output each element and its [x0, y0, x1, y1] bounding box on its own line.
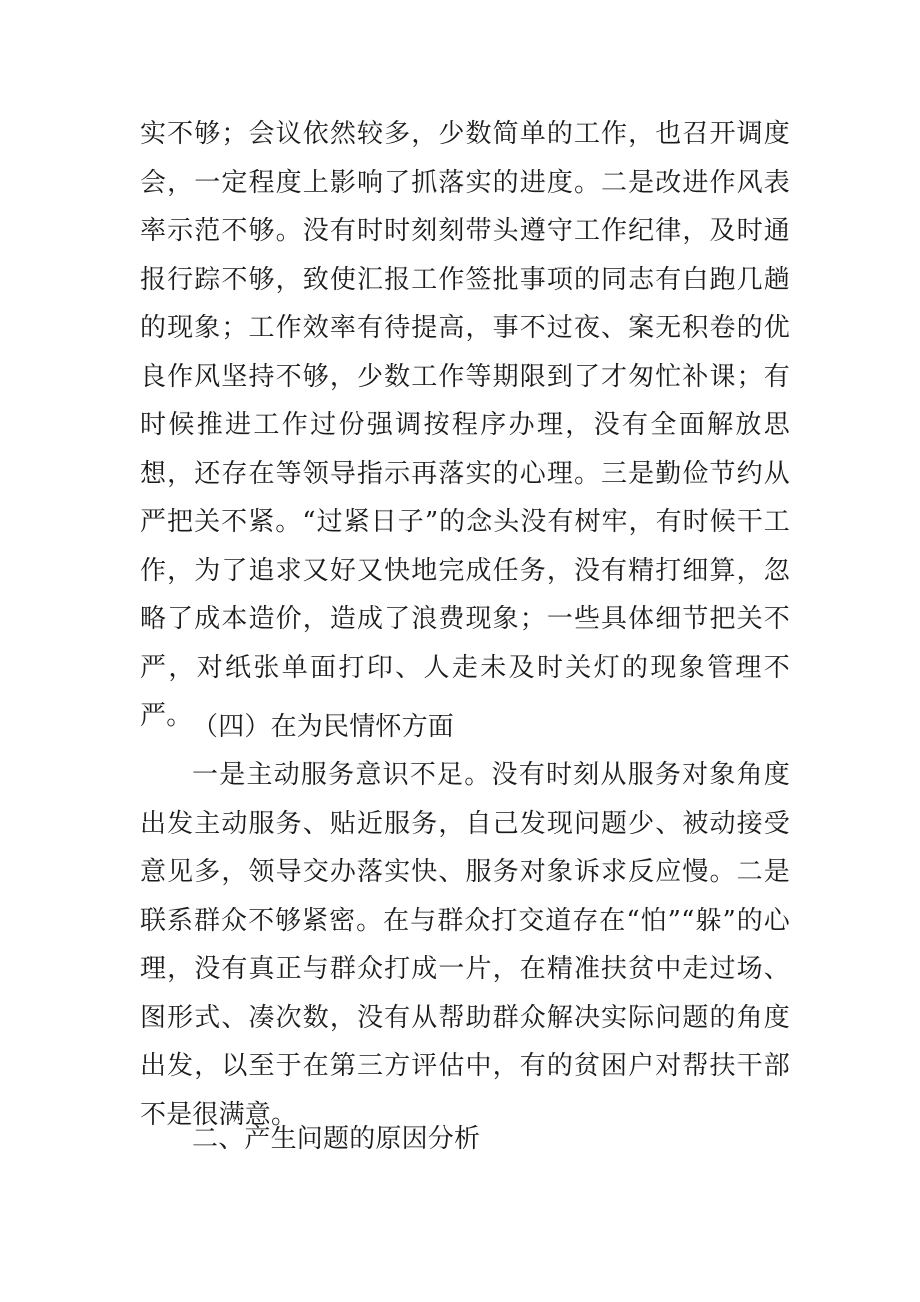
body-paragraph-style-conduct: 实不够；会议依然较多，少数简单的工作，也召开调度会，一定程度上影响了抓落实的进度。二是改进作风表率示范不够。没有时时刻刻带头遵守工作纪律，及时通报行踪不够，致使汇报工作签批事项的同志有白跑几趟的现象；工作效率有待提高，事不过夜、案无积卷的优良作风坚持不够，少数工作等期限到了才匆忙补课；有时候推进工作过份强调按程序办理，没有全面解放思想，还存在等领导指示再落实的心理。三是勤俭节约从严把关不紧。“过紧日子”的念头没有树牢，有时候干工作，为了追求又好又快地完成任务，没有精打细算，忽略了成本造价，造成了浪费现象；一些具体细节把关不严，对纸张单面打印、人走未及时关灯的现象管理不严。	[140, 119, 790, 731]
section-heading-cause-analysis: 二、产生问题的原因分析	[192, 1124, 481, 1154]
body-paragraph-people-service: 一是主动服务意识不足。没有时刻从服务对象角度出发主动服务、贴近服务，自己发现问题少、被动接受意见多，领导交办落实快、服务对象诉求反应慢。二是联系群众不够紧密。在与群众打交道存在“怕”“躲”的心理，没有真正与群众打成一片，在精准扶贫中走过场、图形式、凑次数，没有从帮助群众解决实际问题的角度出发，以至于在第三方评估中，有的贫困户对帮扶干部不是很满意。	[140, 760, 790, 1130]
section-heading-people-feelings: （四）在为民情怀方面	[192, 712, 455, 742]
